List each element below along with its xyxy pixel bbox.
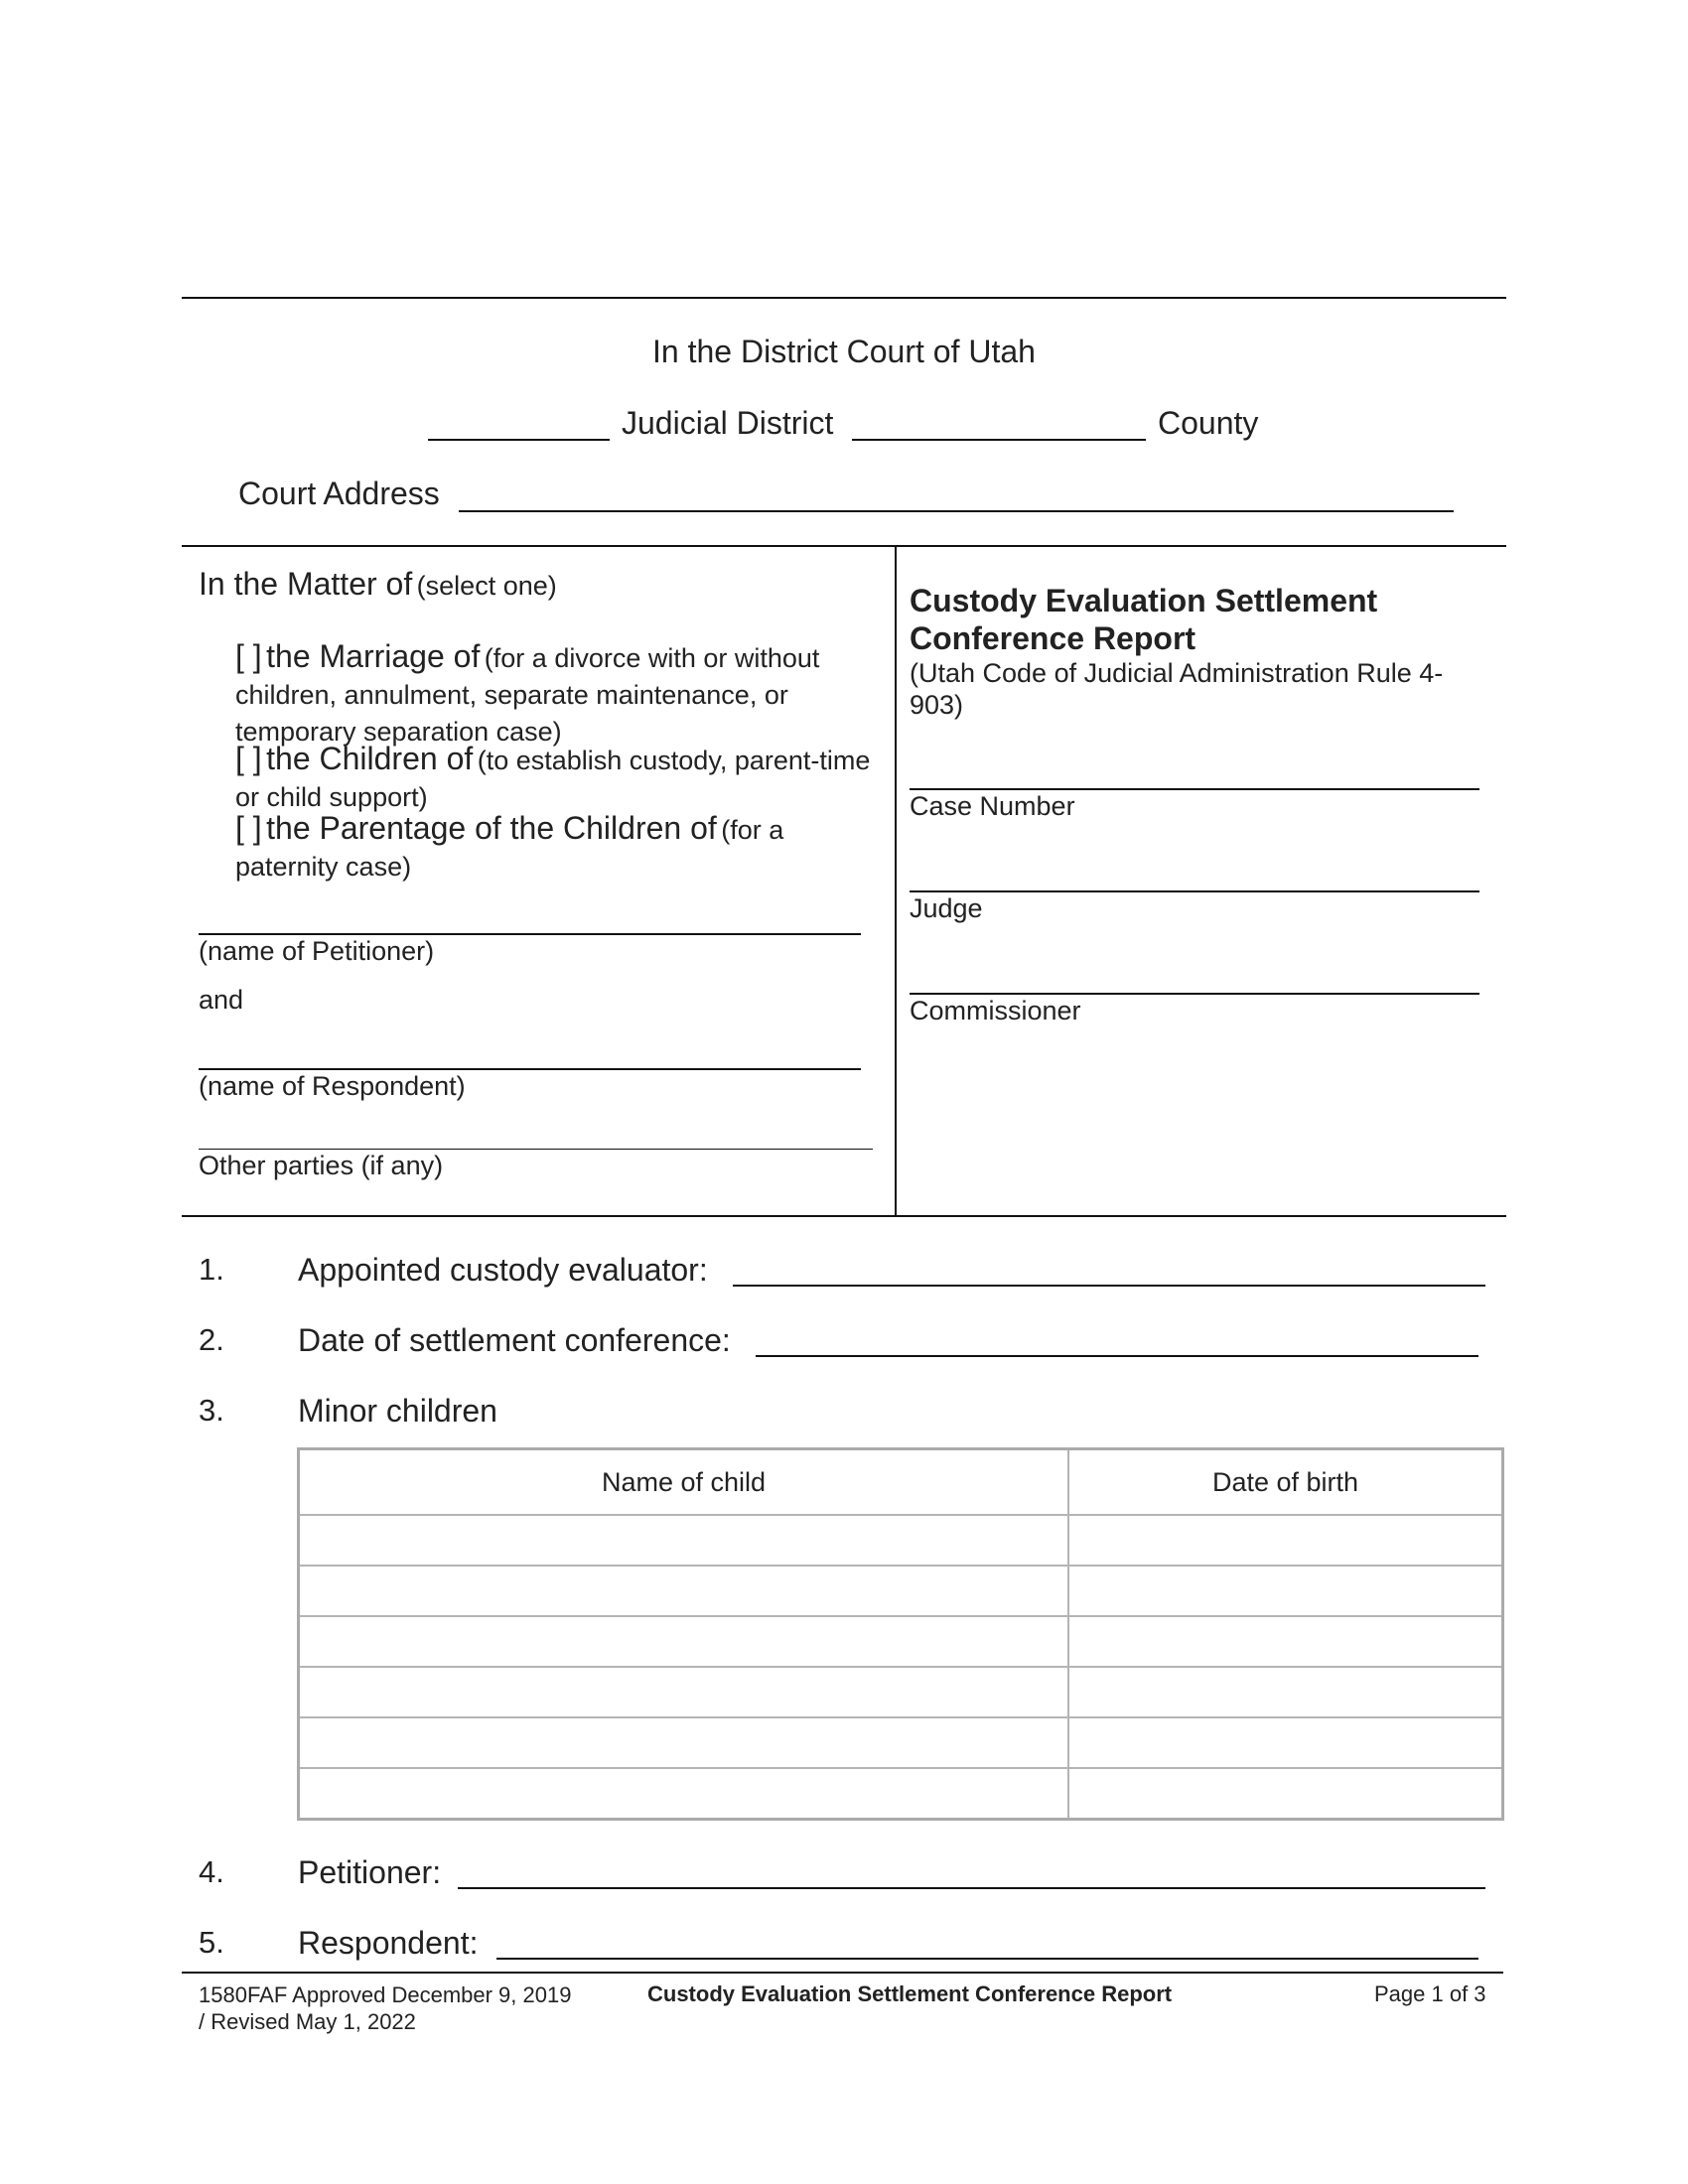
child-name-cell[interactable] — [299, 1717, 1069, 1768]
custody-evaluator-field[interactable] — [733, 1285, 1485, 1287]
custody-evaluator-label: Appointed custody evaluator: — [298, 1252, 708, 1288]
child-dob-cell[interactable] — [1068, 1616, 1503, 1667]
top-rule — [182, 297, 1506, 299]
county-field[interactable] — [852, 439, 1146, 441]
col-name-of-child: Name of child — [299, 1449, 1069, 1516]
item-number: 3. — [199, 1393, 224, 1428]
judge-label: Judge — [910, 893, 983, 923]
child-dob-cell[interactable] — [1068, 1768, 1503, 1820]
item-number: 1. — [199, 1252, 224, 1287]
petitioner-label: Petitioner: — [298, 1854, 442, 1890]
other-parties-field[interactable] — [199, 1149, 873, 1150]
case-number-label: Case Number — [910, 791, 1075, 821]
form-title: Custody Evaluation Settlement Conference Report — [910, 583, 1378, 656]
option-marriage[interactable]: [ ] the Marriage of (for a divorce with or without children, annulment, separate maintenance, or temporary separation case) — [235, 638, 820, 747]
respondent-name-label: (name of Respondent) — [199, 1071, 466, 1101]
minor-children-label: Minor children — [298, 1393, 497, 1429]
child-name-cell[interactable] — [299, 1768, 1069, 1820]
child-name-cell[interactable] — [299, 1515, 1069, 1566]
table-row — [299, 1768, 1503, 1820]
option-parentage[interactable]: [ ] the Parentage of the Children of (for a paternity case) — [235, 810, 784, 882]
minor-children-table — [297, 1447, 1504, 1821]
item-number: 5. — [199, 1925, 224, 1960]
footer-rule — [182, 1972, 1503, 1974]
settlement-date-field[interactable] — [756, 1355, 1478, 1357]
commissioner-label: Commissioner — [910, 996, 1081, 1025]
other-parties-label: Other parties (if any) — [199, 1151, 444, 1180]
matter-heading: In the Matter of (select one) — [199, 566, 557, 602]
footer-form-title: Custody Evaluation Settlement Conference Report — [647, 1981, 1173, 2006]
caption-top-rule — [182, 545, 1506, 547]
rule-note: (Utah Code of Judicial Administration Rule 4-903) — [910, 658, 1444, 720]
judicial-district-field[interactable] — [428, 439, 610, 441]
item-number: 4. — [199, 1854, 224, 1889]
commissioner-field[interactable] — [910, 993, 1479, 995]
child-name-cell[interactable] — [299, 1616, 1069, 1667]
judge-field[interactable] — [910, 890, 1479, 892]
checkbox[interactable]: [ ] — [235, 810, 262, 846]
checkbox[interactable]: [ ] — [235, 741, 262, 776]
child-dob-cell[interactable] — [1068, 1717, 1503, 1768]
checkbox[interactable]: [ ] — [235, 638, 262, 674]
child-dob-cell[interactable] — [1068, 1667, 1503, 1717]
table-row — [299, 1566, 1503, 1616]
petitioner-name-field[interactable] — [199, 933, 861, 935]
petitioner-name-label: (name of Petitioner) — [199, 936, 435, 966]
county-label: County — [1158, 405, 1259, 441]
petitioner-field[interactable] — [458, 1887, 1485, 1889]
court-title: In the District Court of Utah — [652, 334, 1036, 369]
respondent-field[interactable] — [496, 1958, 1478, 1960]
judicial-district-label: Judicial District — [622, 405, 834, 441]
respondent-name-field[interactable] — [199, 1068, 861, 1070]
option-children[interactable]: [ ] the Children of (to establish custody, parent-time or child support) — [235, 741, 871, 812]
table-row — [299, 1717, 1503, 1768]
court-address-field[interactable] — [459, 510, 1454, 512]
footer-form-number: 1580FAF Approved December 9, 2019 / Revised May 1, 2022 — [199, 1982, 572, 2034]
case-number-field[interactable] — [910, 788, 1479, 790]
item-number: 2. — [199, 1322, 224, 1357]
table-header-row — [299, 1449, 1503, 1516]
child-dob-cell[interactable] — [1068, 1515, 1503, 1566]
and-label: and — [199, 985, 244, 1015]
table-row — [299, 1667, 1503, 1717]
col-date-of-birth: Date of birth — [1068, 1449, 1503, 1516]
respondent-label: Respondent: — [298, 1925, 479, 1961]
settlement-date-label: Date of settlement conference: — [298, 1322, 731, 1358]
caption-bottom-rule — [182, 1215, 1506, 1217]
child-name-cell[interactable] — [299, 1667, 1069, 1717]
court-address-label: Court Address — [238, 476, 440, 511]
caption-divider — [895, 545, 897, 1216]
child-name-cell[interactable] — [299, 1566, 1069, 1616]
child-dob-cell[interactable] — [1068, 1566, 1503, 1616]
footer-page-number: Page 1 of 3 — [1374, 1981, 1486, 2006]
table-row — [299, 1616, 1503, 1667]
table-row — [299, 1515, 1503, 1566]
